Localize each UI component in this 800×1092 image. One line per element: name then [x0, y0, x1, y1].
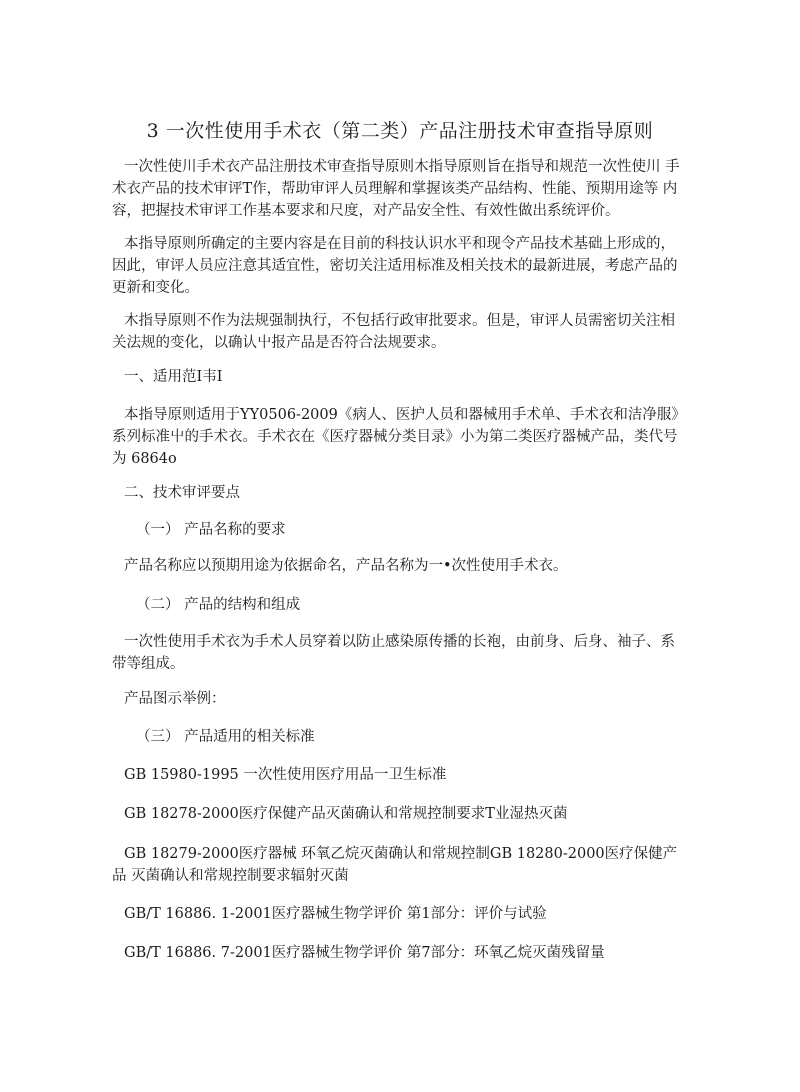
intro-paragraph-3: 木指导原则不作为法规强制执行，不包括行政审批要求。但是，审评人员需密切关注相关法规的变化，以确认屮报产品是否符合法规要求。 — [112, 313, 675, 351]
section-2-heading: 二、技术审评要点 — [124, 485, 240, 501]
document-title: 3 一次性使用手术衣（第二类）产品注册技术审查指导原则 — [146, 120, 654, 142]
subsection-2-heading: （二） 产品的结构和组成 — [136, 597, 301, 613]
standard-item: GB/T 16886. 7-2001医疗器械生物学评价 第7部分：环氧乙烷灭菌残留量 — [124, 945, 605, 961]
subsection-1-paragraph: 产品名称应以预期用途为依据命名，产品名称为一•次性使用手术衣。 — [124, 558, 568, 574]
standard-item: GB 18278-2000医疗保健产品灭菌确认和常规控制要求T业湿热灭菌 — [124, 806, 568, 822]
subsection-3-heading: （三） 产品适用的相关标准 — [136, 729, 315, 745]
subsection-1-heading: （一） 产品名称的要求 — [136, 522, 286, 538]
standard-item: GB 18279-2000医疗器械 环氧乙烷灭菌确认和常规控制GB 18280-2000医疗保健产品 灭菌确认和常规控制要求辐射灭菌 — [112, 846, 678, 884]
subsection-2-paragraph: 一次性使用手术衣为手术人员穿着以防止感染原传播的长袍，由前身、后身、袖子、系带等组成。 — [112, 634, 675, 672]
figure-caption: 产品图示举例： — [124, 691, 226, 707]
standard-item: GB 15980-1995 一次性使用医疗用品一卫生标准 — [124, 767, 447, 783]
section-1-heading: 一、适用范I韦I — [124, 369, 223, 385]
intro-paragraph-1: 一次性使川手术衣产品注册技术审查指导原则木指导原则旨在指导和规范一次性使川 手术衣产品的技术审评T作，帮助审评人员理解和掌握该类产品结构、性能、预期用途等 内容，把握技术审评工作基本要求和尺度，对产品安全性、有效性做出系统评价。 — [112, 159, 680, 219]
intro-paragraph-2: 本指导原则所确定的主要内容是在目前的科技认识水平和现令产品技术基础上形成的，因此，审评人员应注意其适宜性，密切关注适用标准及相关技术的最新进展，考虑产品的更新和变化。 — [112, 236, 678, 296]
standard-item: GB/T 16886. 1-2001医疗器械生物学评价 第1部分：评价与试验 — [124, 906, 547, 922]
section-1-paragraph: 本指导原则适用于YY0506-2009《病人、医护人员和器械用手术单、手术衣和洁净服》系列标准屮的手术衣。手术衣在《医疗器械分类目录》小为第二类医疗器械产品，类代号为 6864o — [112, 407, 679, 467]
